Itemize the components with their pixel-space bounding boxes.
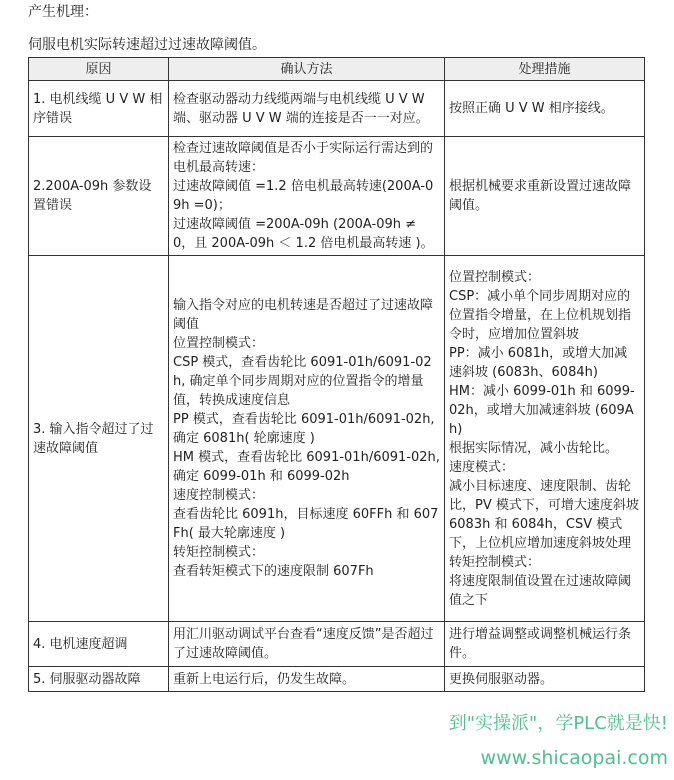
action-cell (445, 667, 645, 692)
cause-cell: 4. 电机速度超调 (29, 622, 169, 667)
cause-cell: 1. 电机线缆 U V W 相序错误 (29, 81, 169, 137)
header-cause: 原因 (29, 58, 169, 81)
action-line: 根据实际情况，减小齿轮比。 (449, 440, 619, 456)
table-row (29, 622, 645, 667)
confirm-cell (169, 622, 445, 667)
confirm-line: 查看齿轮比 6091h，目标速度 60FFh 和 607Fh( 最大轮廓速度 ) (173, 507, 439, 541)
confirm-cell (169, 81, 445, 137)
action-cell (445, 137, 645, 256)
action-line: CSP：减小单个同步周期对应的位置指令增量，在上位机规划指令时，应增加位置斜坡 (449, 288, 632, 342)
confirm-line: 重新上电运行后，仍发生故障。 (173, 671, 356, 687)
cause-cell: 3. 输入指令超过了过速故障阈值 (29, 256, 169, 622)
action-line: 根据机械要求重新设置过速故障阈值。 (449, 179, 632, 213)
action-line: HM：减小 6099-01h 和 6099-02h，或增大加减速斜坡 (609Ah) (449, 383, 635, 437)
confirm-line: 过速故障阈值 =1.2 倍电机最高转速(200A-09h =0)； (173, 179, 434, 213)
confirm-cell (169, 137, 445, 256)
action-line: 按照正确 U V W 相序接线。 (449, 101, 614, 116)
header-confirm-method: 确认方法 (169, 58, 445, 81)
confirm-line: PP 模式，查看齿轮比 6091-01h/6091-02h, 确定 6081h( 轮廓速度 ) (173, 412, 435, 446)
confirm-line: 速度控制模式： (173, 488, 265, 503)
confirm-line: 过速故障阈值 =200A-09h (200A-09h ≠ 0，且 200A-09h ＜ 1.2 倍电机最高转速 )。 (173, 217, 434, 251)
confirm-line: 转矩控制模式： (173, 545, 265, 560)
confirm-line: 检查驱动器动力线缆两端与电机线缆 U V W 端、驱动器 U V W 端的连接是否一一对应。 (173, 91, 429, 126)
confirm-line: 位置控制模式： (173, 336, 265, 351)
table-row (29, 81, 645, 137)
fault-table (28, 57, 645, 692)
action-line: PP：减小 6081h，或增大加减速斜坡 (6083h、6084h) (449, 345, 628, 380)
table-row (29, 256, 645, 622)
action-line: 更换伺服驱动器。 (449, 671, 554, 687)
cause-cell: 2.200A-09h 参数设置错误 (29, 137, 169, 256)
confirm-line: HM 模式，查看齿轮比 6091-01h/6091-02h, 确定 6099-01h 和 6099-02h (173, 450, 440, 484)
confirm-line: 用汇川驱动调试平台查看“速度反馈”是否超过了过速故障阈值。 (173, 627, 434, 661)
action-line: 将速度限制值设置在过速故障阈值之下 (449, 573, 632, 608)
action-line: 减小目标速度、速度限制、齿轮比，PV 模式下，可增大速度斜坡 6083h 和 6084h，CSV 模式下，上位机应增加速度斜坡处理 (449, 478, 639, 551)
confirm-cell (169, 256, 445, 622)
action-cell (445, 81, 645, 137)
confirm-line: CSP 模式，查看齿轮比 6091-01h/6091-02h, 确定单个同步周期对应的位置指令的增量值，转换成速度信息 (173, 355, 432, 408)
header-action: 处理措施 (445, 58, 645, 81)
table-header-row (29, 58, 645, 81)
intro-text: 伺服电机实际转速超过过速故障阈值。 (28, 37, 266, 53)
action-line: 速度模式： (449, 459, 515, 475)
confirm-cell (169, 667, 445, 692)
table-row (29, 137, 645, 256)
table-row (29, 667, 645, 692)
watermark-slogan: 到"实操派"，学PLC就是快! (448, 713, 668, 734)
action-line: 转矩控制模式： (449, 554, 541, 570)
section-heading: 产生机理： (28, 4, 98, 20)
confirm-line: 查看转矩模式下的速度限制 607Fh (173, 564, 374, 579)
action-cell (445, 622, 645, 667)
watermark-site: www.shicaopai.com (480, 747, 668, 769)
action-line: 进行增益调整或调整机械运行条件。 (449, 627, 632, 661)
action-line: 位置控制模式： (449, 269, 541, 285)
action-cell (445, 256, 645, 622)
confirm-line: 检查过速故障阈值是否小于实际运行需达到的电机最高转速： (173, 141, 434, 175)
cause-cell: 5. 伺服驱动器故障 (29, 667, 169, 692)
confirm-line: 输入指令对应的电机转速是否超过了过速故障阈值 (173, 298, 434, 332)
